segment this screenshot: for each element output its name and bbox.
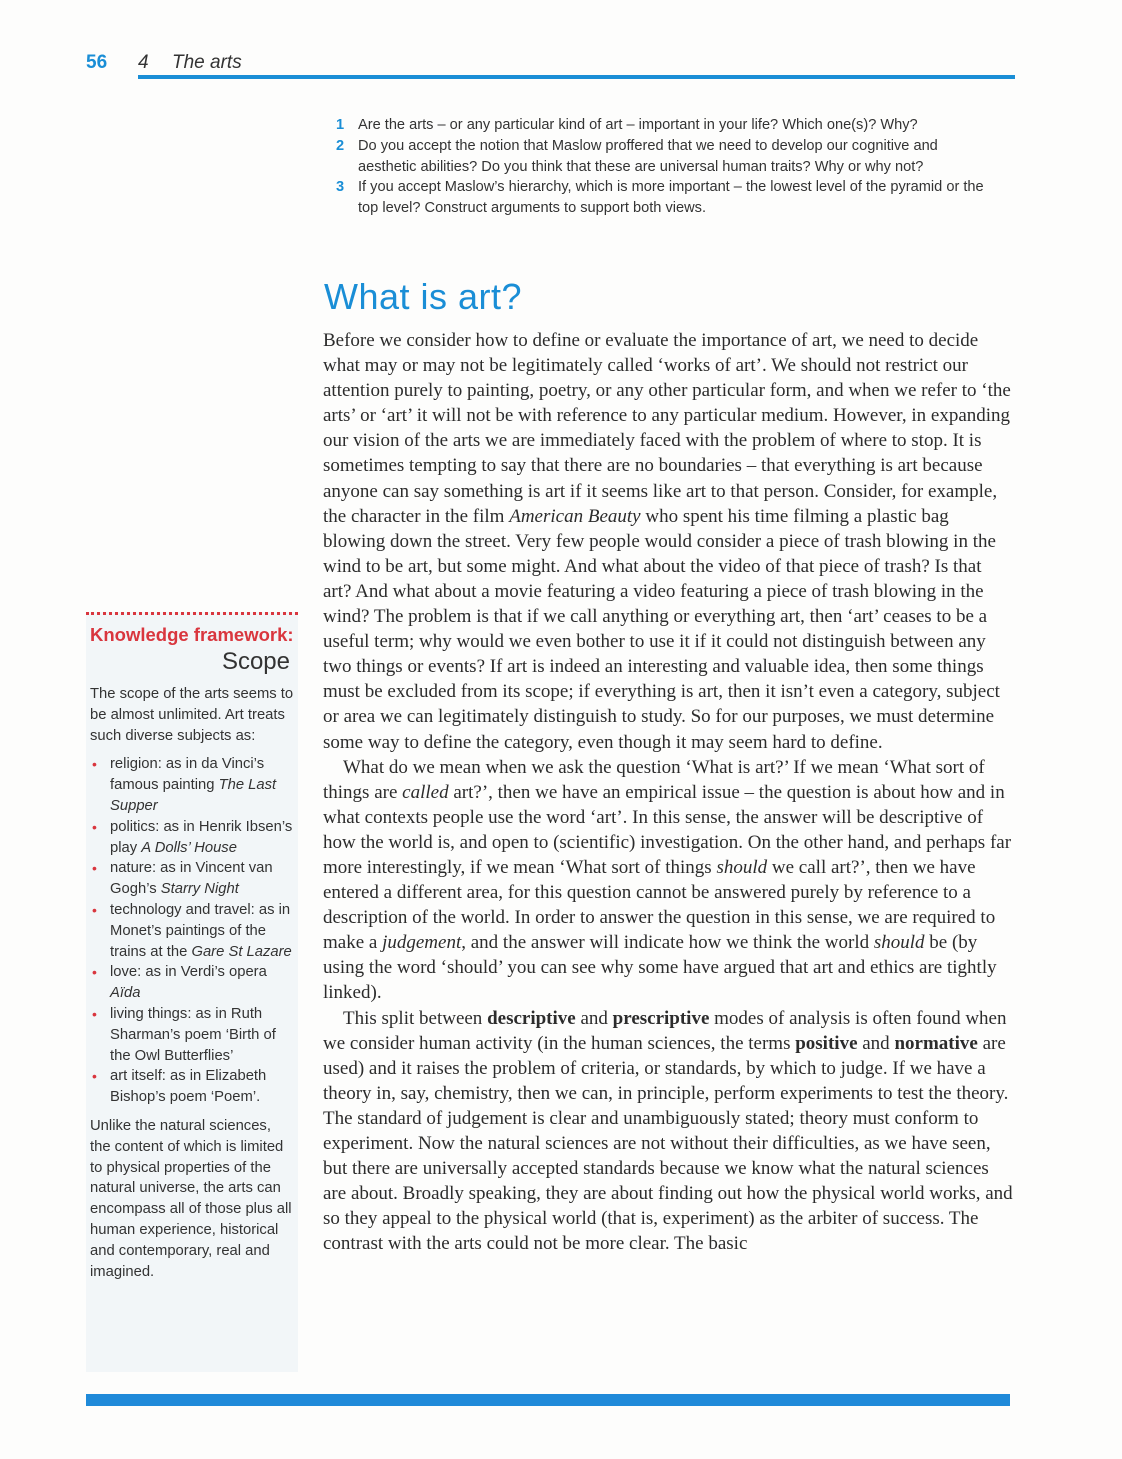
sidebar-outro: Unlike the natural sciences, the content of which is limited to physical properties of the natural universe, the arts can encompass all of those plus all human experience, historical and contemporary, real and imagined. [90,1117,292,1280]
chapter-number: 4 [138,52,149,73]
page-number: 56 [86,52,108,73]
bullet-icon: • [92,964,97,981]
question-text: Are the arts – or any particular kind of art – important in your life? Which one(s)? Why? [358,117,918,133]
key-term: normative [894,1032,978,1054]
sidebar-topic: Scope [221,648,290,675]
knowledge-framework-sidebar [86,612,298,1372]
key-term: prescriptive [612,1007,710,1029]
list-item: • politics: as in Henrik Ibsen’s play A Dolls’ House [92,818,293,856]
list-item: • art itself: as in Elizabeth Bishop’s poem ‘Poem’. [92,1068,267,1106]
body-paragraph: Before we consider how to define or evaluate the importance of art, we need to decide what may or may not be legitimately called ‘works of art’. We should not restrict our attention purely to painting, poetry, or any other particular form, and when we refer to ‘the arts’ or ‘art’ it will not be with reference to any particular medium. However, in expanding our vision of the arts we are immediately faced with the problem of where to stop. It is sometimes tempting to say that there are no boundaries – that everything is art because anyone can say something is art if it seems like art to that person. Consider, for example, the character in the film American Beauty who spent his time filming a plastic bag blowing down the street. Very few people would consider a piece of trash blowing in the wind to be art, but some might. And what about the video of that piece of trash? Is that art? And what about a movie featuring a video featuring a piece of trash blowing in the wind? The problem is that if we call anything or everything art, then ‘art’ ceases to be a useful term; why would we even bother to use it if it could not distinguish between any two things or events? If art is indeed an interesting and valuable idea, then some things must be excluded from its scope; if everything is art, then it isn’t even a category, subject or area we can legitimately distinguish to study. So for our purposes, we must determine some way to define the category, even though it may seem hard to define. [323,330,1011,753]
chapter-title: The arts [172,52,242,73]
key-term: positive [795,1032,858,1054]
question-number: 2 [336,137,345,154]
bullet-icon: • [92,756,97,773]
sidebar-label: Knowledge framework: [90,624,294,645]
sidebar-list [90,754,294,1108]
main-body [323,328,1013,1256]
question-item [336,115,996,136]
header-rule [138,75,1015,79]
bullet-icon: • [92,1005,97,1022]
bullet-icon: • [92,860,97,877]
sidebar-dotted-rule [86,612,298,615]
section-title: What is art? [324,276,523,317]
list-item: • nature: as in Vincent van Gogh’s Starry Night [92,860,273,898]
body-paragraph: This split between descriptive and prescriptive modes of analysis is often found when we consider human activity (in the human sciences, the terms positive and normative are used) and it raises the problem of criteria, or standards, by which to judge. If we have a theory in, say, chemistry, then we can, in principle, perform experiments to test the theory. The standard of judgement is clear and unambiguously stated; theory must conform to experiment. Now the natural sciences are not without their difficulties, as we have seen, but there are universally accepted standards because we know what the natural sciences are about. Broadly speaking, they are about finding out how the physical world works, and so they appeal to the physical world (that is, experiment) as the arbiter of success. The contrast with the arts could not be more clear. The basic [323,1007,1013,1255]
bullet-icon: • [92,818,97,835]
question-item [336,177,996,219]
question-item [336,136,996,178]
sidebar-intro: The scope of the arts seems to be almost unlimited. Art treats such diverse subjects as: [90,686,294,744]
film-title: American Beauty [509,505,641,527]
bullet-icon: • [92,901,97,918]
footer-bar [86,1394,1010,1406]
question-text: If you accept Maslow’s hierarchy, which is more important – the lowest level of the pyramid or the top level? Construct arguments to support both views. [358,179,984,217]
list-item: • religion: as in da Vinci’s famous painting The Last Supper [92,756,277,814]
bullet-icon: • [92,1068,97,1085]
key-term: descriptive [487,1007,576,1029]
discussion-questions [336,115,996,219]
list-item: • living things: as in Ruth Sharman’s poem ‘Birth of the Owl Butterflies’ [92,1005,276,1064]
list-item: • technology and travel: as in Monet’s paintings of the trains at the Gare St Lazare [92,901,292,960]
question-text: Do you accept the notion that Maslow proffered that we need to develop our cognitive and aesthetic abilities? Do you think that these are universal human traits? Why or why not? [358,137,938,175]
question-number: 1 [336,117,345,133]
list-item: • love: as in Verdi’s opera Aïda [92,964,267,1002]
question-number: 3 [336,179,345,196]
body-paragraph: What do we mean when we ask the question ‘What is art?’ If we mean ‘What sort of things are called art?’, then we have an empirical issue – the question is about how and in what contexts people use the word ‘art’. In this sense, the answer will be descriptive of how the world is, and open to (scientific) investigation. On the other hand, and perhaps far more interestingly, if we mean ‘What sort of things should we call art?’, then we have entered a different area, for this question cannot be answered purely by reference to a description of the world. In order to answer the question in this sense, we are required to make a judgement, and the answer will indicate how we think the world should be (by using the word ‘should’ you can see why some have argued that art and ethics are tightly linked). [323,756,1012,1004]
